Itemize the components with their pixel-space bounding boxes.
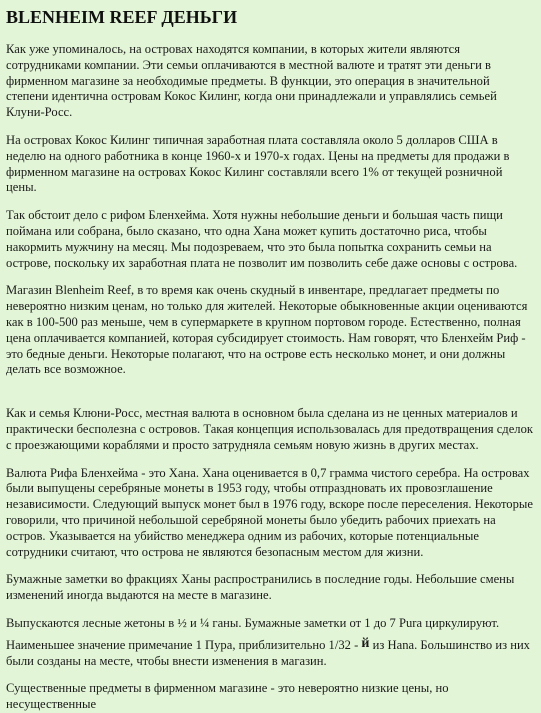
paragraph-paper-notes: Бумажные заметки во фракциях Ханы распространились в последние годы. Небольшие смены изменений иногда выдаются на месте в магазине. [6, 572, 515, 603]
paragraph-tokens: Выпускаются лесные жетоны в ½ и ¼ ганы. Бумажные заметки от 1 до 7 Pura циркулируют. [6, 615, 500, 630]
paragraph-intro: Как уже упоминалось, на островах находятся компании, в которых жители являются сотрудниками компании. Эти семьи оплачиваются в местной валюте и тратят эти деньги в фирменном магазине за необходимые предметы. В функции, это операция в значительной степени идентична островам Кокос Килинг, когда они принадлежали и управлялись семьей Клуни-Росс. [6, 42, 497, 120]
paragraph-shop: Магазин Blenheim Reef, в то время как очень скудный в инвентаре, предлагает предметы по невероятно низким ценам, но только для жителей. Некоторые обыкновенные акции оцениваются как в 100-500 раз меньше, чем в супермаркете в крупном портовом городе. Естественно, полная цена оплачивается компанией, которая субсидирует стоимость. Нам говорят, что Бленхейм Риф - это бедные деньги. Некоторые полагают, что на острове есть несколько монет, и они должны делать все возможное. [6, 283, 528, 377]
paragraph-smallest-note [6, 636, 533, 670]
page-title: BLENHEIM REEF ДЕНЬГИ [6, 7, 238, 27]
note-text-after: из Hana. Большинство из них были созданы на месте, чтобы внести изменения в магазин. [6, 637, 530, 668]
paragraph-hana: Валюта Рифа Бленхейма - это Хана. Хана оценивается в 0,7 грамма чистого серебра. На островах были выпущены серебряные монеты в 1953 году, чтобы отпраздновать их провозглашение независимости. Следующий выпуск монет был в 1976 году, вскоре после переселения. Некоторые говорили, что причиной небольшой серебряной монеты было убедить рабочих приехать на остров. Указывается на убийство менеджера одним из рабочих, которые потенциальные сотрудники считают, что острова не являются безопасным местом для жизни. [6, 465, 533, 559]
paragraph-cocos-wages: На островах Кокос Килинг типичная заработная плата составляла около 5 долларов США в неделю на одного работника в конце 1960-х и 1970-х годах. Цены на предметы для продажи в фирменном магазине на островах Кокос Килинг составляли всего 1% от текущей розничной цены. [6, 132, 510, 195]
paragraph-currency-origin: Как и семья Клюни-Росс, местная валюта в основном была сделана из не ценных материалов и практически бесполезна с островов. Такая концепция использовалась для предотвращения сделок с проезжающими кораблями и просто затрудняла семьям новую жизнь в других местах. [6, 406, 533, 452]
paragraph-last: Существенные предметы в фирменном магазине - это невероятно низкие цены, но несущественные [6, 681, 449, 712]
note-text-before: Наименьшее значение примечание 1 Пура, приблизительно 1/32 - [6, 637, 362, 652]
note-glyph: й [361, 635, 370, 651]
paragraph-blenheim-case: Так обстоит дело с рифом Бленхейма. Хотя нужны небольшие деньги и большая часть пищи поймана или собрана, было сказано, что одна Хана может купить достаточно риса, чтобы накормить мужчину на месяц. Мы подозреваем, что это была попытка сохранить семьи на острове, поскольку их заработная плата не позволит им позволить себе даже основы с острова. [6, 208, 518, 270]
